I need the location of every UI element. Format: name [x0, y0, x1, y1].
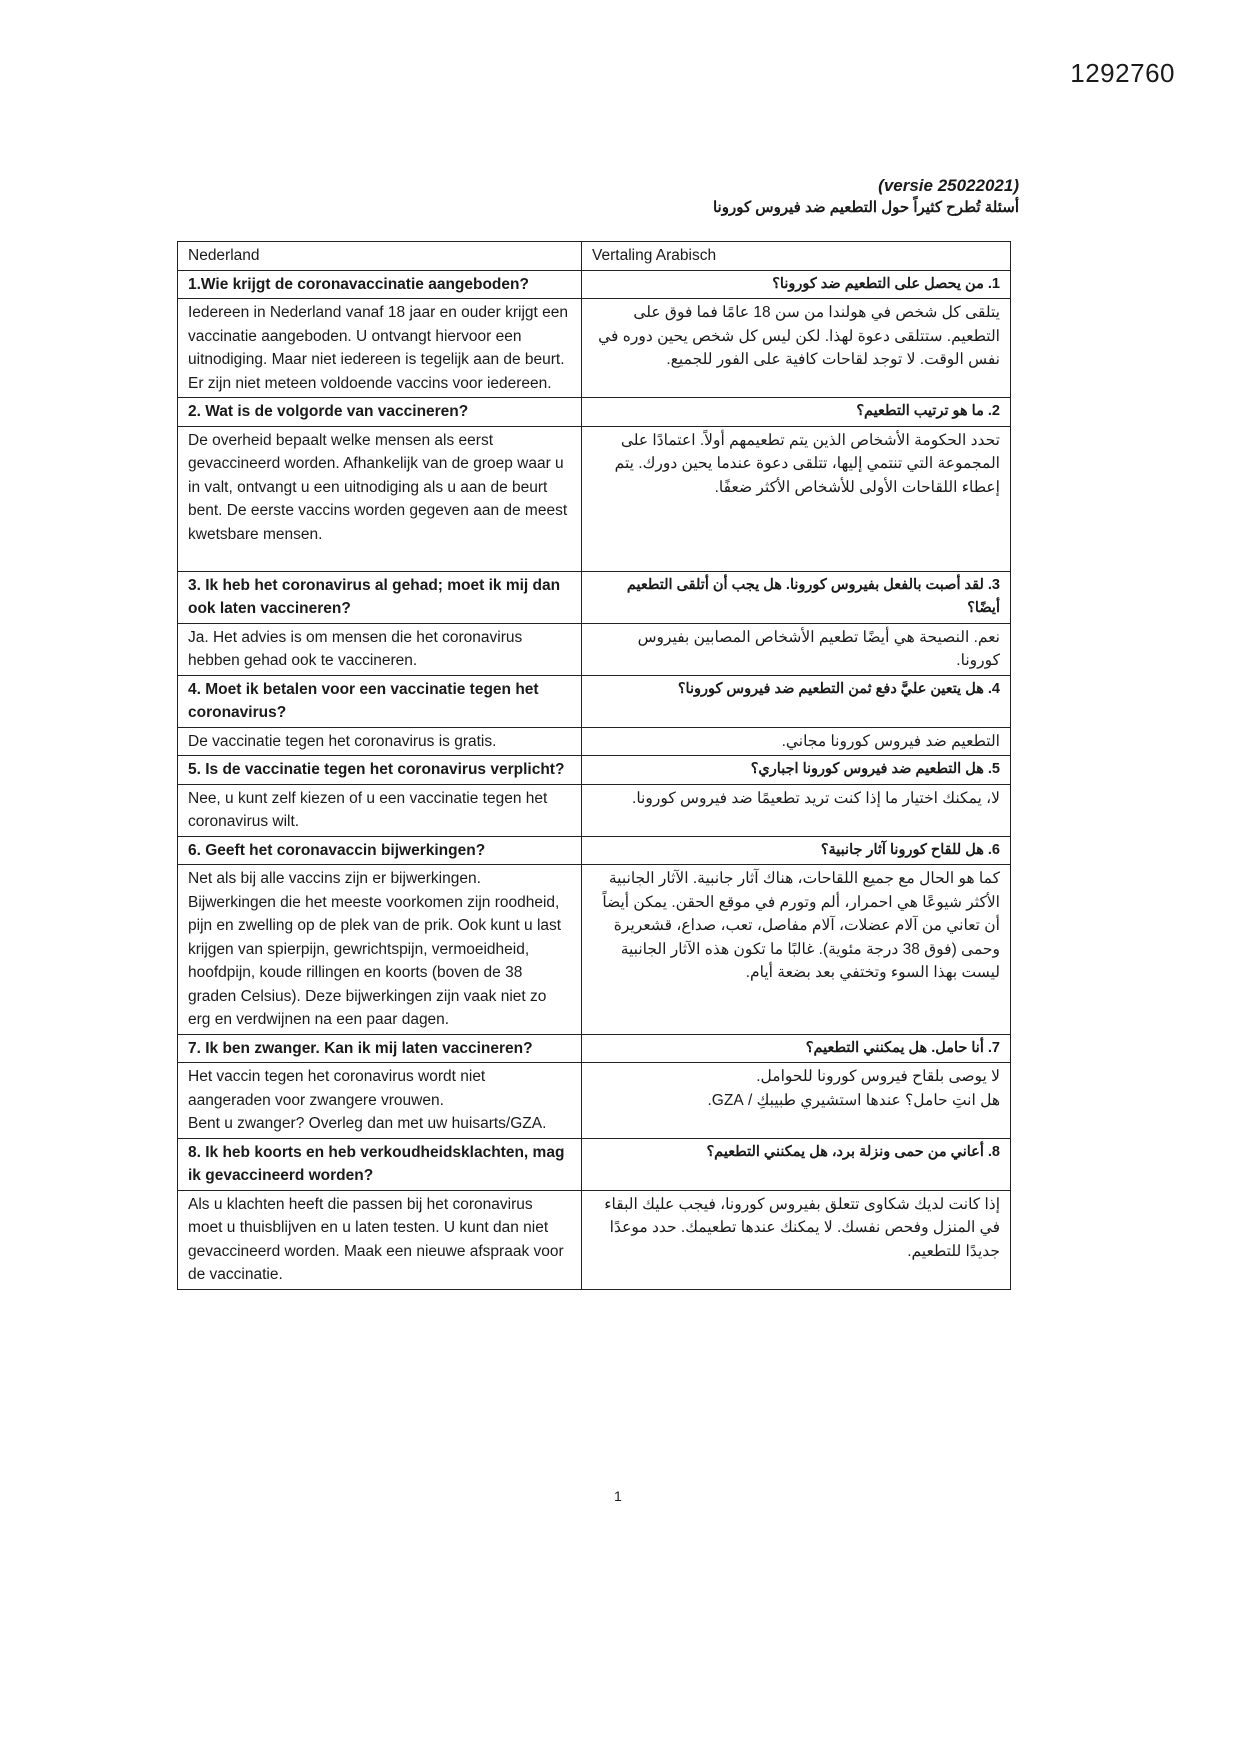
- answer-dutch: Net als bij alle vaccins zijn er bijwerkingen. Bijwerkingen die het meeste voorkomen zijn roodheid, pijn en zwelling op de plek van de prik. Ook kunt u last krijgen van spierpijn, gewrichtspijn, vermoeidheid, hoofdpijn, koude rillingen en koorts (boven de 38 graden Celsius). Deze bijwerkingen zijn vaak niet zo erg en verdwijnen na een paar dagen.: [178, 865, 582, 1035]
- answer-row: [178, 623, 1011, 675]
- answer-row: [178, 1063, 1011, 1139]
- answer-arabic: كما هو الحال مع جميع اللقاحات، هناك آثار جانبية. الآثار الجانبية الأكثر شيوعًا هي احمرار، ألم وتورم في موقع الحقن. يمكن أيضاً أن تعاني من آلام عضلات، آلام مفاصل، تعب، صداع، قشعريرة وحمى (فوق 38 درجة مئوية). غالبًا ما تكون هذه الآثار الجانبية ليست بهذا السوء وتختفي بعد بضعة أيام.: [582, 865, 1011, 1035]
- question-row: [178, 270, 1011, 299]
- answer-dutch: Als u klachten heeft die passen bij het coronavirus moet u thuisblijven en u laten testen. U kunt dan niet gevaccineerd worden. Maak een nieuwe afspraak voor de vaccinatie.: [178, 1190, 582, 1289]
- question-dutch: 3. Ik heb het coronavirus al gehad; moet ik mij dan ook laten vaccineren?: [178, 571, 582, 623]
- question-arabic: 5. هل التطعيم ضد فيروس كورونا اجباري؟: [582, 756, 1011, 785]
- answer-row: [178, 865, 1011, 1035]
- question-row: [178, 836, 1011, 865]
- answer-dutch: Iedereen in Nederland vanaf 18 jaar en ouder krijgt een vaccinatie aangeboden. U ontvangt hiervoor een uitnodiging. Maar niet iedereen is tegelijk aan de beurt. Er zijn niet meteen voldoende vaccins voor iedereen.: [178, 299, 582, 398]
- answer-dutch: De overheid bepaalt welke mensen als eerst gevaccineerd worden. Afhankelijk van de groep waar u in valt, ontvangt u een uitnodiging als u aan de beurt bent. De eerste vaccins worden gegeven aan de meest kwetsbare mensen.: [178, 426, 582, 571]
- question-row: [178, 1138, 1011, 1190]
- question-row: [178, 675, 1011, 727]
- answer-arabic: يتلقى كل شخص في هولندا من سن 18 عامًا فما فوق على التطعيم. ستتلقى دعوة لهذا. لكن ليس كل شخص يحين دوره في نفس الوقت. لا توجد لقاحات كافية على الفور للجميع.: [582, 299, 1011, 398]
- column-header-dutch: Nederland: [178, 242, 582, 271]
- document-header: [713, 176, 1019, 216]
- answer-arabic: لا، يمكنك اختيار ما إذا كنت تريد تطعيمًا ضد فيروس كورونا.: [582, 784, 1011, 836]
- answer-dutch: Ja. Het advies is om mensen die het coronavirus hebben gehad ook te vaccineren.: [178, 623, 582, 675]
- table-header-row: [178, 242, 1011, 271]
- question-dutch: 4. Moet ik betalen voor een vaccinatie tegen het coronavirus?: [178, 675, 582, 727]
- answer-row: [178, 727, 1011, 756]
- answer-arabic: التطعيم ضد فيروس كورونا مجاني.: [582, 727, 1011, 756]
- question-dutch: 6. Geeft het coronavaccin bijwerkingen?: [178, 836, 582, 865]
- answer-row: [178, 299, 1011, 398]
- page-number: 1: [614, 1488, 622, 1504]
- answer-arabic: تحدد الحكومة الأشخاص الذين يتم تطعيمهم أولاً. اعتمادًا على المجموعة التي تنتمي إليها، تتلقى دعوة عندما يحين دورك. يتم إعطاء اللقاحات الأولى للأشخاص الأكثر ضعفًا.: [582, 426, 1011, 571]
- document-id: 1292760: [1070, 58, 1175, 88]
- question-dutch: 5. Is de vaccinatie tegen het coronavirus verplicht?: [178, 756, 582, 785]
- question-arabic: 6. هل للقاح كورونا آثار جانبية؟: [582, 836, 1011, 865]
- column-header-arabic: Vertaling Arabisch: [582, 242, 1011, 271]
- answer-row: [178, 1190, 1011, 1289]
- faq-table: [177, 241, 1011, 1290]
- answer-row: [178, 784, 1011, 836]
- answer-dutch: Nee, u kunt zelf kiezen of u een vaccinatie tegen het coronavirus wilt.: [178, 784, 582, 836]
- answer-arabic: إذا كانت لديك شكاوى تتعلق بفيروس كورونا، فيجب عليك البقاء في المنزل وفحص نفسك. لا يمكنك عندها تطعيمك. حدد موعدًا جديدًا للتطعيم.: [582, 1190, 1011, 1289]
- answer-arabic: لا يوصى بلقاح فيروس كورونا للحوامل. هل انتِ حامل؟ عندها استشيري طبيبكِ / GZA.: [582, 1063, 1011, 1139]
- question-arabic: 7. أنا حامل. هل يمكنني التطعيم؟: [582, 1034, 1011, 1063]
- question-arabic: 1. من يحصل على التطعيم ضد كورونا؟: [582, 270, 1011, 299]
- question-dutch: 1.Wie krijgt de coronavaccinatie aangeboden?: [178, 270, 582, 299]
- question-arabic: 3. لقد أصبت بالفعل بفيروس كورونا. هل يجب أن أتلقى التطعيم أيضًا؟: [582, 571, 1011, 623]
- answer-arabic: نعم. النصيحة هي أيضًا تطعيم الأشخاص المصابين بفيروس كورونا.: [582, 623, 1011, 675]
- answer-dutch: De vaccinatie tegen het coronavirus is gratis.: [178, 727, 582, 756]
- question-dutch: 8. Ik heb koorts en heb verkoudheidsklachten, mag ik gevaccineerd worden?: [178, 1138, 582, 1190]
- question-arabic: 2. ما هو ترتيب التطعيم؟: [582, 398, 1011, 427]
- question-row: [178, 398, 1011, 427]
- document-title-arabic: أسئلة تُطرح كثيراً حول التطعيم ضد فيروس كورونا: [712, 199, 1019, 216]
- question-dutch: 7. Ik ben zwanger. Kan ik mij laten vaccineren?: [178, 1034, 582, 1063]
- question-row: [178, 1034, 1011, 1063]
- question-row: [178, 571, 1011, 623]
- question-dutch: 2. Wat is de volgorde van vaccineren?: [178, 398, 582, 427]
- answer-dutch: Het vaccin tegen het coronavirus wordt niet aangeraden voor zwangere vrouwen. Bent u zwanger? Overleg dan met uw huisarts/GZA.: [178, 1063, 582, 1139]
- answer-row: [178, 426, 1011, 571]
- version-label: (versie 25022021): [878, 176, 1019, 195]
- question-arabic: 8. أعاني من حمى ونزلة برد، هل يمكنني التطعيم؟: [582, 1138, 1011, 1190]
- question-row: [178, 756, 1011, 785]
- question-arabic: 4. هل يتعين عليَّ دفع ثمن التطعيم ضد فيروس كورونا؟: [582, 675, 1011, 727]
